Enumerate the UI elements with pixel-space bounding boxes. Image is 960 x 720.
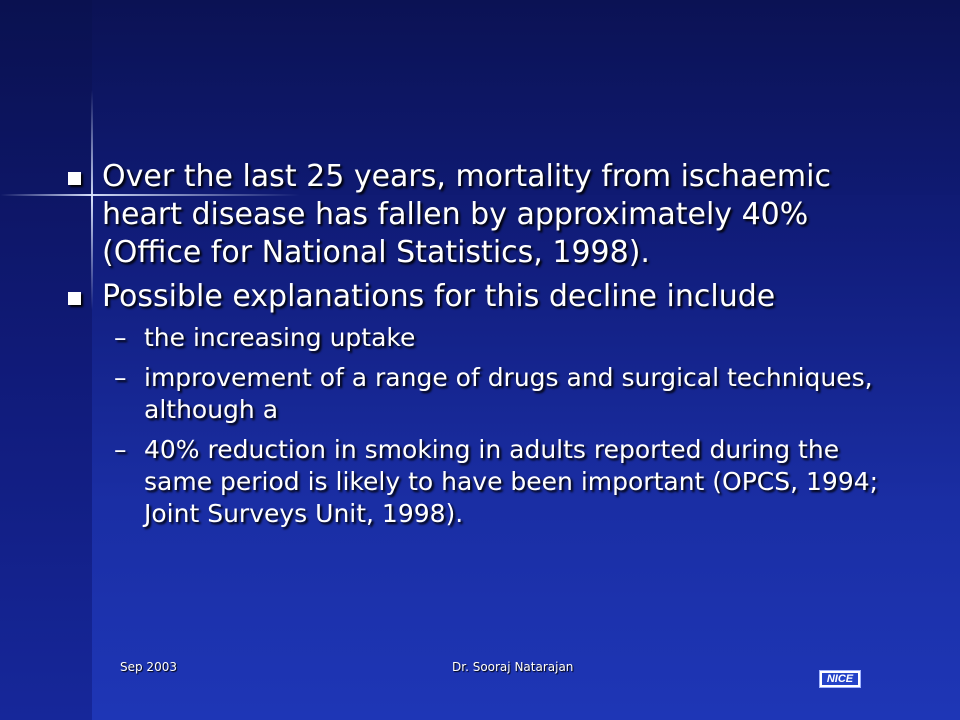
square-bullet-icon — [68, 292, 81, 305]
bullet-text: Possible explanations for this decline include — [102, 279, 776, 314]
sub-bullet-drugs — [64, 362, 900, 426]
footer-author: Dr. Sooraj Natarajan — [452, 660, 574, 674]
nice-logo — [819, 670, 861, 688]
bullet-mortality — [64, 158, 900, 272]
dash-bullet-icon: – — [114, 363, 127, 392]
slide-content — [64, 158, 900, 538]
sub-bullet-text: improvement of a range of drugs and surgical techniques, although a — [144, 363, 873, 424]
sub-bullet-uptake — [64, 322, 900, 354]
nice-logo-text: NICE — [822, 673, 858, 685]
bullet-text: Over the last 25 years, mortality from ischaemic heart disease has fallen by approximately 40% (Office for National Statistics, 1998). — [102, 159, 831, 270]
sub-bullet-text: the increasing uptake — [144, 323, 416, 352]
square-bullet-icon — [68, 172, 81, 185]
sub-bullet-smoking — [64, 434, 900, 530]
dash-bullet-icon: – — [114, 323, 127, 352]
dash-bullet-icon: – — [114, 435, 127, 464]
footer-date: Sep 2003 — [120, 660, 177, 674]
sub-bullet-text: 40% reduction in smoking in adults reported during the same period is likely to have been important (OPCS, 1994; Joint Surveys Unit, 1998). — [144, 435, 879, 528]
bullet-explanations — [64, 278, 900, 316]
